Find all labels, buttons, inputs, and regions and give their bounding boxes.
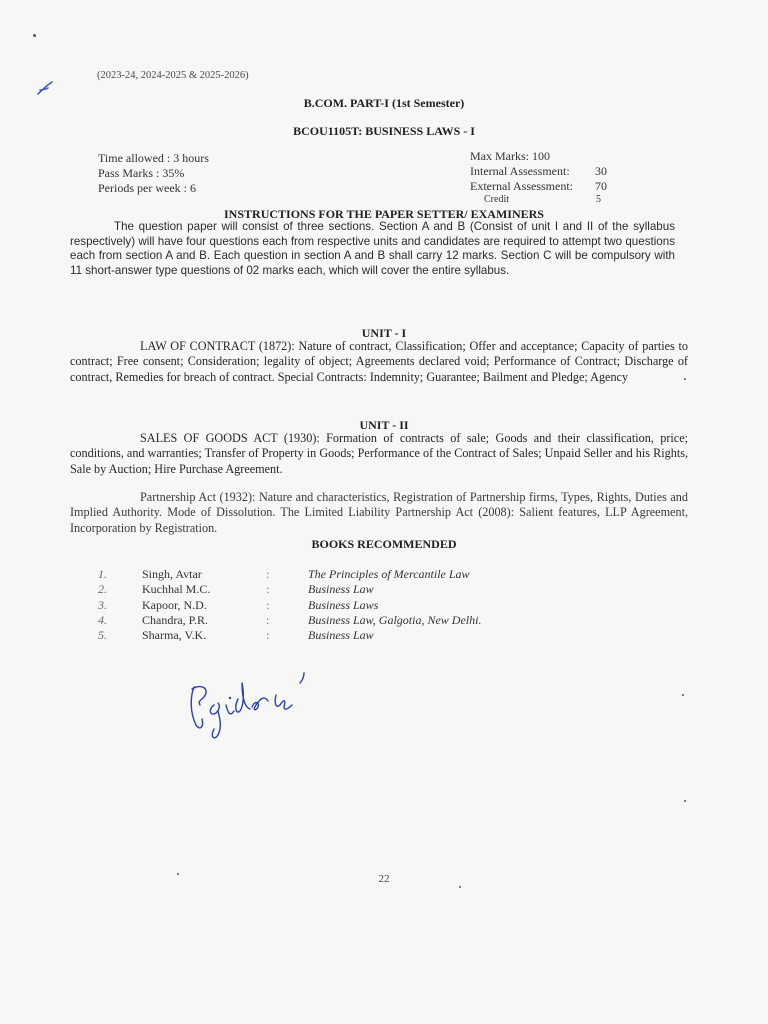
unit-2-content: SALES OF GOODS ACT (1930): Formation of contracts of sale; Goods and their classification, price; conditions, and warranties; Transfer of Property in Goods; Performance of the Contract of Sales; Unpaid Seller and his Rights, Sale by Auction; Hire Purchase Agreement. [70,431,688,476]
book-separator: : [266,597,270,612]
speck [684,800,686,802]
instructions-heading: INSTRUCTIONS FOR THE PAPER SETTER/ EXAMINERS [224,207,544,221]
exam-info-left [98,151,209,196]
internal-assessment-row [470,164,607,179]
book-author: Kuchhal M.C. [142,582,211,597]
external-assessment-row [470,179,607,194]
max-marks: Max Marks: 100 [470,149,550,163]
speck [459,886,461,888]
ink-mark [36,80,56,96]
book-number: 5. [98,628,107,643]
max-marks-row [470,149,607,164]
speck [177,873,179,875]
speck [682,694,684,696]
external-assessment-value: 70 [595,179,607,193]
book-author: Singh, Avtar [142,567,202,582]
book-item [98,628,481,643]
book-item [98,582,481,597]
book-author: Sharma, V.K. [142,628,207,643]
book-separator: : [266,613,270,628]
book-separator: : [266,567,270,582]
unit-2-heading: UNIT - II [359,418,409,432]
internal-assessment-value: 30 [595,164,607,178]
books-heading: BOOKS RECOMMENDED [311,537,457,551]
partnership-act-content: Partnership Act (1932): Nature and characteristics, Registration of Partnership firms, Types, Rights, Duties and Implied Authority. Mode of Dissolution. The Limited Liability Partnership Act (2008): Salient features, LLP Agreement, Incorporation by Registration. [70,490,688,535]
time-allowed: Time allowed : 3 hours [98,151,209,165]
book-title: The Principles of Mercantile Law [308,567,470,582]
credit-row [470,194,607,206]
book-number: 3. [98,597,107,612]
speck [33,34,36,37]
book-item [98,613,481,628]
book-title: Business Law, Galgotia, New Delhi. [308,613,482,628]
book-item [98,567,481,582]
internal-assessment-label: Internal Assessment: [470,164,570,178]
course-title: BCOU1105T: BUSINESS LAWS - I [293,124,475,138]
credit-label: Credit [484,194,509,205]
credit-value: 5 [596,194,601,205]
periods-per-week: Periods per week : 6 [98,181,196,195]
unit-1-heading: UNIT - I [361,326,407,340]
program-title: B.COM. PART-I (1st Semester) [303,96,465,110]
page-number: 22 [378,873,390,885]
session-years: (2023-24, 2024-2025 & 2025-2026) [97,70,249,81]
exam-info-right [470,149,607,206]
unit-1-content: LAW OF CONTRACT (1872): Nature of contract, Classification; Offer and acceptance; Capacity of parties to contract; Free consent; Consideration; legality of object; Agreements declared void; Performance of Contract; Discharge of contract, Remedies for breach of contract. Special Contracts: Indemnity; Guarantee; Bailment and Pledge; Agency [70,339,688,384]
book-title: Business Law [308,582,374,597]
books-list [98,567,481,643]
book-title: Business Law [308,628,374,643]
book-author: Chandra, P.R. [142,613,208,628]
book-item [98,598,481,613]
instructions-body: The question paper will consist of three sections. Section A and B (Consist of unit I and II of the syllabus respectively) will have four questions each from respective units and candidates are required to attempt two questions each from section A and B. Each question in section A and B shall carry 12 marks. Section C will be compulsory with 11 short-answer type questions of 02 marks each, which will cover the entire syllabus. [70,220,675,277]
book-number: 1. [98,567,107,582]
book-number: 2. [98,582,107,597]
book-number: 4. [98,613,107,628]
pass-marks: Pass Marks : 35% [98,166,185,180]
speck [684,378,686,380]
handwritten-signature [180,665,330,745]
book-author: Kapoor, N.D. [142,597,207,612]
external-assessment-label: External Assessment: [470,179,573,193]
book-title: Business Laws [308,597,379,612]
book-separator: : [266,628,270,643]
book-separator: : [266,582,270,597]
